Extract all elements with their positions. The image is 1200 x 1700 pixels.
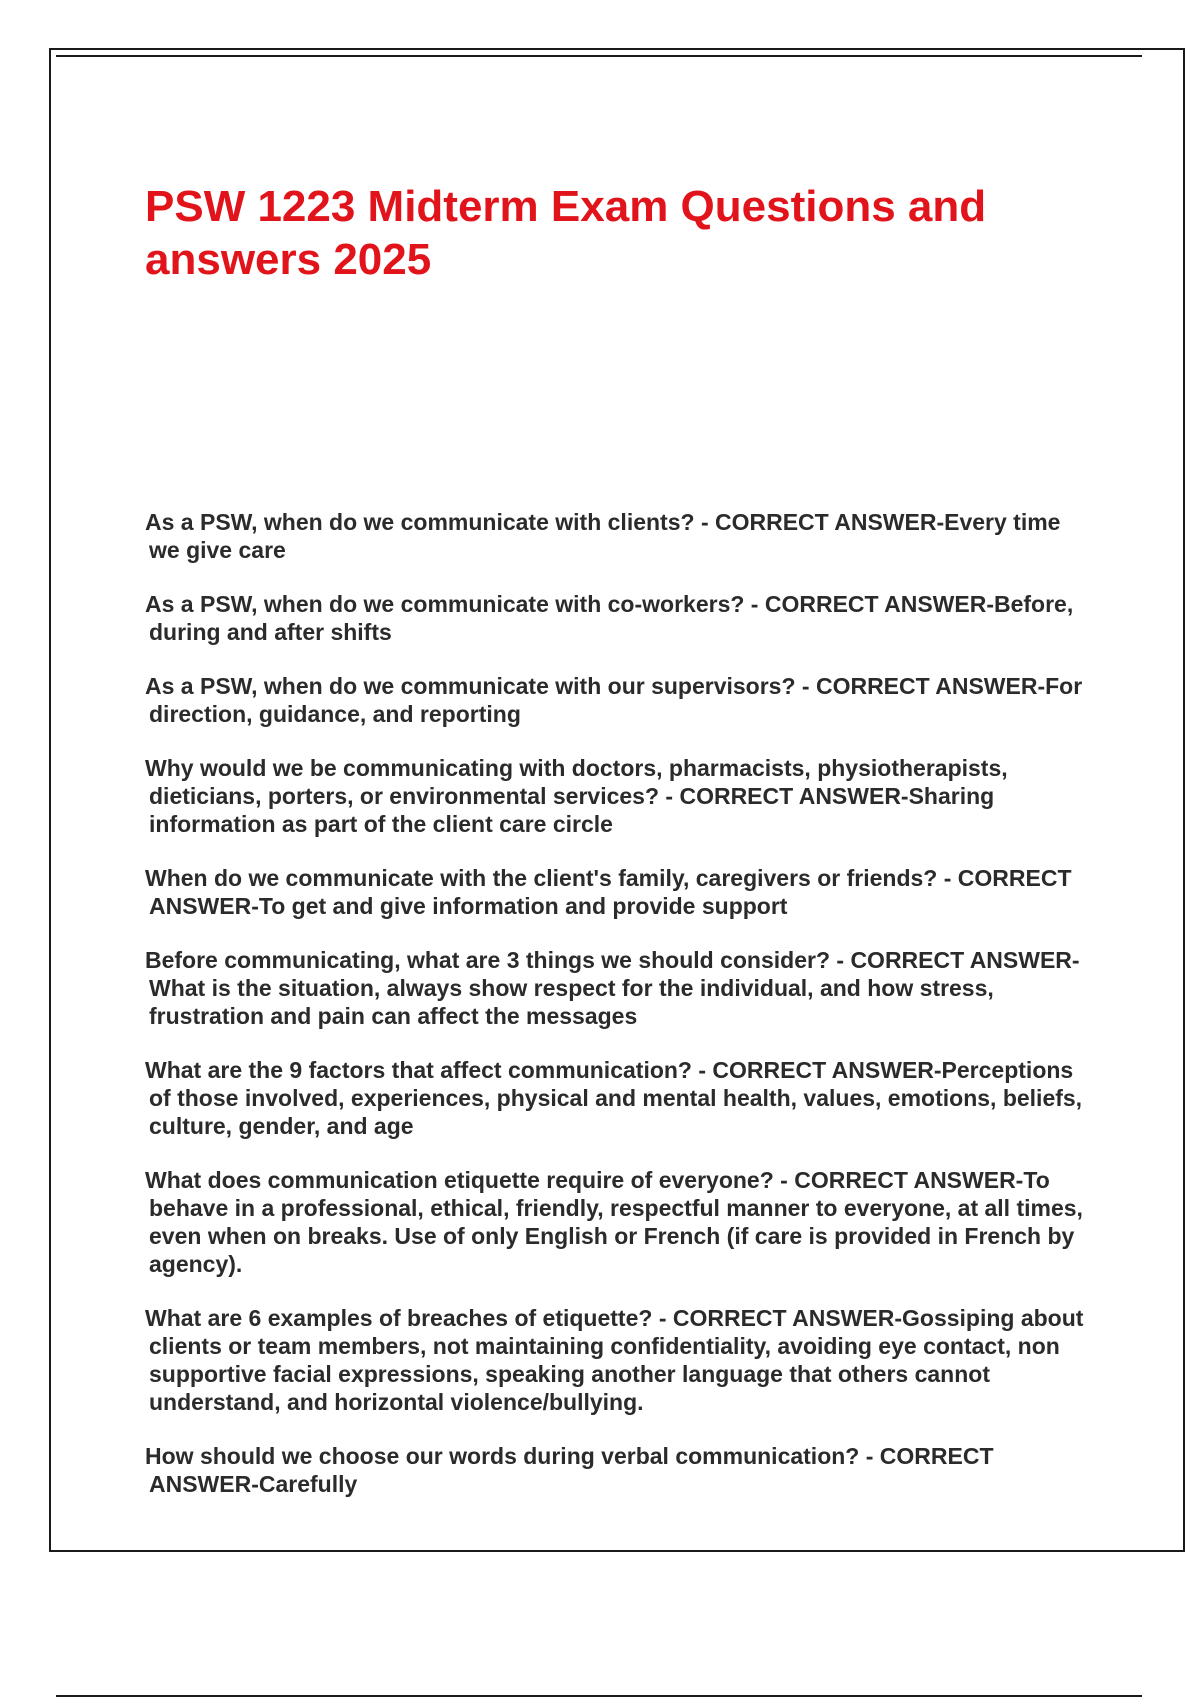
top-rule [56,55,1142,57]
qa-item: When do we communicate with the client's family, caregivers or friends? - CORRECT ANSWER-To get and give information and provide support [145,865,1072,919]
qa-item: What does communication etiquette require of everyone? - CORRECT ANSWER-To behave in a professional, ethical, friendly, respectful manner to everyone, at all times, even when on breaks. Use of only English or French (if care is provided in French by agency). [145,1167,1083,1277]
qa-item: Before communicating, what are 3 things we should consider? - CORRECT ANSWER-What is the situation, always show respect for the individual, and how stress, frustration and pain can affect the messages [145,947,1080,1029]
qa-list [145,508,1085,1524]
qa-item: As a PSW, when do we communicate with clients? - CORRECT ANSWER-Every time we give care [145,509,1061,563]
qa-item: What are 6 examples of breaches of etiquette? - CORRECT ANSWER-Gossiping about clients or team members, not maintaining confidentiality, avoiding eye contact, non supportive facial expressions, speaking another language that others cannot understand, and horizontal violence/bullying. [145,1305,1084,1415]
bottom-rule [56,1695,1142,1697]
qa-item: As a PSW, when do we communicate with co-workers? - CORRECT ANSWER-Before, during and after shifts [145,591,1074,645]
qa-item: Why would we be communicating with doctors, pharmacists, physiotherapists, dieticians, porters, or environmental services? - CORRECT ANSWER-Sharing information as part of the client care circle [145,755,1008,837]
qa-item: How should we choose our words during verbal communication? - CORRECT ANSWER-Carefully [145,1443,994,1497]
document-title: PSW 1223 Midterm Exam Questions and answers 2025 [145,182,987,284]
qa-item: What are the 9 factors that affect communication? - CORRECT ANSWER-Perceptions of those involved, experiences, physical and mental health, values, emotions, beliefs, culture, gender, and age [145,1057,1083,1139]
qa-item: As a PSW, when do we communicate with our supervisors? - CORRECT ANSWER-For direction, guidance, and reporting [145,673,1083,727]
